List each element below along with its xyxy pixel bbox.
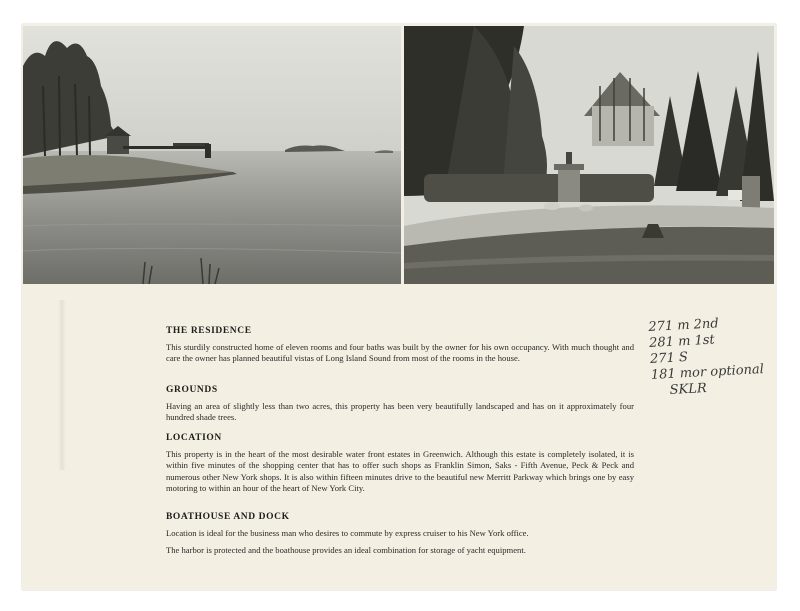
note-line: 181 mor optional <box>650 362 765 383</box>
residence-heading: THE RESIDENCE <box>166 326 252 336</box>
note-line: SKLR <box>669 381 708 398</box>
note-line: 281 m 1st <box>648 332 716 351</box>
location-text: This property is in the heart of the most desirable water front estates in Greenwich. Although this estate is completely isolated, it is within five minutes of the shopping center that has to offer such shops as Franklin Simon, Saks - Fifth Avenue, Peck & Peck and numerous other New York shops. It is also within fifteen minutes drive to the beautiful new Merritt Parkway which brings one by easy motoring to within an hour of the heart of New York City. <box>166 449 634 494</box>
boathouse-text: Location is ideal for the business man who desires to commute by express cruiser to his New York office. <box>166 528 529 538</box>
note-line: 271 m 2nd <box>648 316 720 335</box>
boathouse-heading: BOATHOUSE AND DOCK <box>166 512 290 522</box>
grounds-text: Having an area of slightly less than two acres, this property has been very beautifully landscaped and has on it approximately four hundred shade trees. <box>166 401 634 423</box>
residence-text: This sturdily constructed home of eleven rooms and four baths was built by the owner for his own occupancy. With much thought and care the owner has planned beautiful vistas of Long Island Sound from most of the rooms in the house. <box>166 342 634 364</box>
grounds-heading: GROUNDS <box>166 385 218 395</box>
note-line: 271 S <box>649 349 689 367</box>
fold-shadow <box>58 300 66 470</box>
waterfront-photo <box>23 26 401 284</box>
house-photo <box>404 26 774 284</box>
harbor-text: The harbor is protected and the boathouse provides an ideal combination for storage of yacht equipment. <box>166 545 526 555</box>
handwritten-notes <box>648 313 782 400</box>
location-heading: LOCATION <box>166 433 222 443</box>
